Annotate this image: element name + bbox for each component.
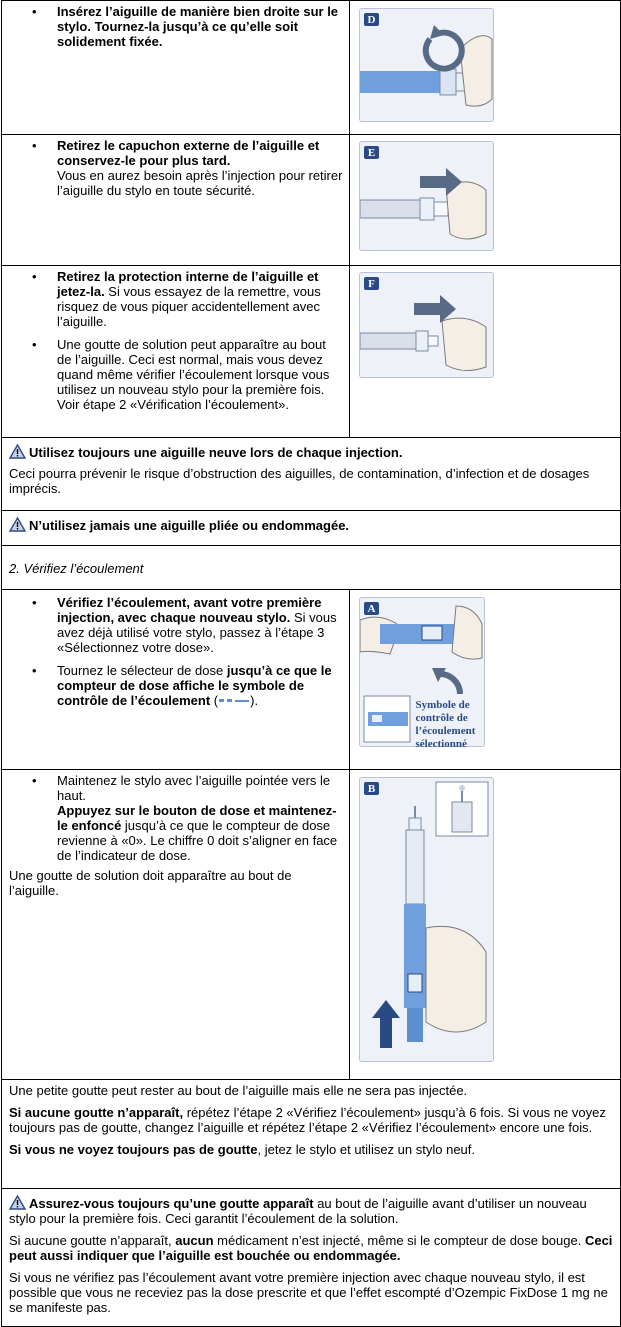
list-item (2, 4, 349, 49)
warning-text: Ceci pourra prévenir le risque d’obstruction des aiguilles, de contamination, d’infection et de dosages imprécis. (9, 466, 590, 496)
text-cell (2, 1, 350, 135)
instruction-text: Maintenez le stylo avec l’aiguille pointée vers le haut. (57, 773, 331, 803)
instruction-bold: Appuyez sur le bouton de dose et maintenez-le enfoncé (57, 803, 337, 833)
list-item (2, 138, 349, 198)
list-item (2, 337, 349, 412)
warning-cell (2, 1189, 621, 1327)
text-cell (2, 135, 350, 266)
figure-f-remove-inner-cap (359, 272, 494, 378)
warning-cell (2, 438, 621, 511)
warning-bold: Assurez-vous toujours qu’une goutte apparaît (29, 1196, 314, 1211)
instruction-text: Tournez le sélecteur de dose (57, 663, 227, 678)
warning-icon (9, 444, 26, 459)
warning-title-text: N’utilisez jamais une aiguille pliée ou endommagée. (29, 518, 350, 533)
warning-bold: Ceci peut aussi indiquer que l’aiguille est bouchée ou endommagée. (9, 1233, 613, 1263)
figure-cell (350, 135, 621, 266)
flow-check-symbol-icon (218, 696, 250, 706)
instruction-text: jusqu’à ce que le compteur de dose revienne à «0». Le chiffre 0 doit s’aligner en face de l’indicateur de dose. (57, 818, 338, 863)
notes-cell (2, 1080, 621, 1189)
text-cell (2, 590, 350, 770)
text-cell (2, 266, 350, 438)
instructions-table (1, 0, 621, 1327)
warning-icon (9, 1195, 26, 1210)
instruction-bold: jusqu’à ce que le compteur de dose affiche le symbole de contrôle de l’écoulement (57, 663, 332, 708)
warning-text: médicament n’est injecté, même si le compteur de dose bouge. (213, 1233, 585, 1248)
instruction-bold: Vérifiez l’écoulement, avant votre première injection, avec chaque nouveau stylo. (57, 595, 322, 625)
instruction-bold: Insérez l’aiguille de manière bien droite sur le stylo. Tournez-la jusqu’à ce qu’elle soit solidement fixée. (57, 4, 339, 49)
instruction-text: Vous en aurez besoin après l’injection pour retirer l’aiguille du stylo en toute sécurité. (57, 168, 343, 198)
note-text: répétez l’étape 2 «Vérifiez l’écoulement» jusqu’à 6 fois. Si vous ne voyez toujours pas de goutte, changez l’aiguille et répétez l’étape 2 «Vérifiez l’écoulement» encore une fois. (9, 1105, 606, 1135)
step-heading-row (2, 546, 621, 590)
figure-label: B (367, 783, 376, 795)
figure-cell (350, 1, 621, 135)
warning-title (2, 517, 620, 533)
warning-text: Si aucune goutte n’apparaît, (9, 1233, 176, 1248)
warning-icon (9, 517, 26, 532)
note-text: Une petite goutte peut rester au bout de l’aiguille mais elle ne sera pas injectée. (9, 1083, 468, 1098)
list-item (2, 663, 349, 708)
step-row-a (2, 590, 621, 770)
instruction-text: Une goutte de solution doit apparaître au bout de l’aiguille. (9, 868, 292, 898)
list-item (2, 773, 349, 863)
note-paragraph (2, 1105, 620, 1135)
list-item (2, 595, 349, 655)
figure-d-insert-needle (359, 8, 494, 122)
figure-cell (350, 266, 621, 438)
step-row-b (2, 770, 621, 1080)
warning-paragraph (2, 1233, 620, 1263)
figure-label: E (367, 147, 376, 159)
text-cell (2, 770, 350, 1080)
warning-title-text: Utilisez toujours une aiguille neuve lors de chaque injection. (29, 445, 403, 460)
instruction-bold: Retirez le capuchon externe de l’aiguille et conservez-le pour plus tard. (57, 138, 320, 168)
instruction-text: ( (210, 693, 219, 708)
step-row-e (2, 135, 621, 266)
step-row-f (2, 266, 621, 438)
note-text: , jetez le stylo et utilisez un stylo neuf. (257, 1142, 475, 1157)
warning-cell (2, 511, 621, 546)
warning-row-bent-needle (2, 511, 621, 546)
figure-b-press-dose-button (359, 777, 494, 1062)
note-bold: Si vous ne voyez toujours pas de goutte (9, 1142, 258, 1157)
warning-row-drop (2, 1189, 621, 1327)
heading-cell (2, 546, 621, 590)
figure-cell (350, 770, 621, 1080)
warning-row-new-needle (2, 438, 621, 511)
instruction-text: Une goutte de solution peut apparaître au bout de l’aiguille. Ceci est normal, mais vous devez quand même vérifier l’écoulement lorsque vous utilisez un nouveau stylo pour la première fois. Voir étape 2 «Vérification l’écoulement». (57, 337, 330, 412)
note-bold: Si aucune goutte n’apparaît, (9, 1105, 184, 1120)
note-paragraph (2, 1142, 620, 1157)
warning-paragraph (2, 1195, 620, 1226)
warning-bold: aucun (175, 1233, 214, 1248)
figure-cell (350, 590, 621, 770)
warning-text: Si vous ne vérifiez pas l’écoulement avant votre première injection avec chaque nouveau stylo, il est possible que vous ne receviez pas la dose prescrite et que l’effet escompté d’Ozempic FixDose 1 mg ne se manifeste pas. (9, 1270, 608, 1315)
figure-label: F (368, 278, 375, 290)
figure-label: A (367, 603, 376, 615)
instruction-text: ). (250, 693, 259, 708)
warning-title (2, 444, 620, 460)
notes-row (2, 1080, 621, 1189)
warning-text: au bout de l’aiguille avant d’utiliser un nouveau stylo pour la première fois. Ceci garantit l’écoulement de la solution. (9, 1196, 587, 1226)
step-heading: 2. Vérifiez l’écoulement (9, 561, 144, 576)
figure-e-remove-outer-cap (359, 141, 494, 251)
instruction-bold: Retirez la protection interne de l’aiguille et jetez-la. (57, 269, 319, 299)
step-row-d (2, 1, 621, 135)
figure-caption: Symbole de contrôle de l’écoulement sélectionné (415, 698, 476, 750)
instruction-text: Si vous essayez de la remettre, vous risquez de vous piquer accidentellement avec l’aiguille. (57, 284, 321, 329)
instruction-text: Si vous avez déjà utilisé votre stylo, passez à l’étape 3 «Sélectionnez votre dose». (57, 610, 337, 655)
list-item (2, 269, 349, 329)
figure-label: D (367, 14, 376, 26)
